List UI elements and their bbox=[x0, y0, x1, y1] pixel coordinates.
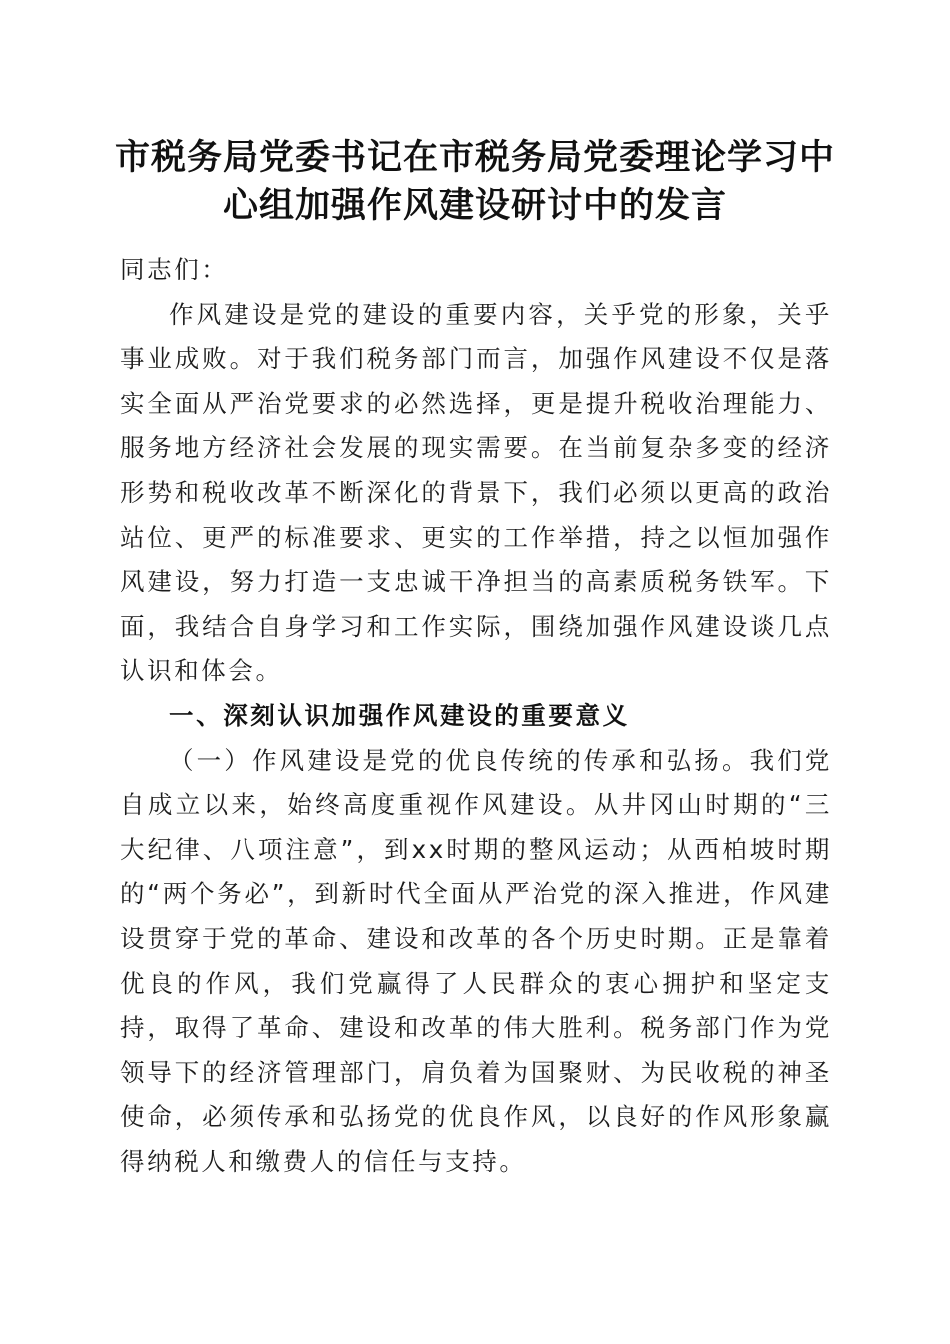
title-line-2: 心组加强作风建设研讨中的发言 bbox=[222, 185, 727, 226]
section-1-heading: 一、深刻认识加强作风建设的重要意义 bbox=[169, 700, 630, 730]
section-1-paragraph-1: （一）作风建设是党的优良传统的传承和弘扬。我们党自成立以来，始终高度重视作风建设。从井冈山时期的“三大纪律、八项注意”，到xx时期的整风运动；从西柏坡时期的“两个务必”，到新时代全面从严治党的深入推进，作风建设贯穿于党的革命、建设和改革的各个历史时期。正是靠着优良的作风，我们党赢得了人民群众的衷心拥护和坚定支持，取得了革命、建设和改革的伟大胜利。税务部门作为党领导下的经济管理部门，肩负着为国聚财、为民收税的神圣使命，必须传承和弘扬党的优良作风，以良好的作风形象赢得纳税人和缴费人的信任与支持。 bbox=[120, 745, 832, 1176]
title-line-1: 市税务局党委书记在市税务局党委理论学习中 bbox=[114, 137, 835, 178]
document-body bbox=[120, 248, 832, 1184]
intro-paragraph: 作风建设是党的建设的重要内容，关乎党的形象，关乎事业成败。对于我们税务部门而言，加强作风建设不仅是落实全面从严治党要求的必然选择，更是提升税收治理能力、服务地方经济社会发展的现实需要。在当前复杂多变的经济形势和税收改革不断深化的背景下，我们必须以更高的政治站位、更严的标准要求、更实的工作举措，持之以恒加强作风建设，努力打造一支忠诚干净担当的高素质税务铁军。下面，我结合自身学习和工作实际，围绕加强作风建设谈几点认识和体会。 bbox=[120, 299, 832, 686]
document-title bbox=[100, 134, 850, 230]
greeting: 同志们： bbox=[120, 255, 229, 284]
